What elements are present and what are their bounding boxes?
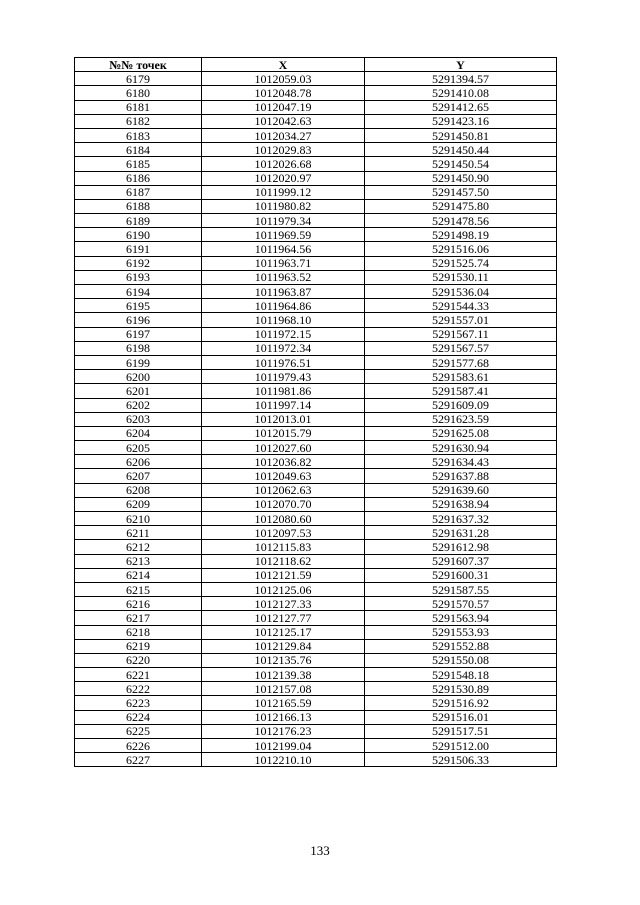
cell-point-number: 6209 bbox=[75, 497, 202, 511]
table-row bbox=[75, 483, 557, 497]
cell-point-number: 6201 bbox=[75, 384, 202, 398]
table-row bbox=[75, 625, 557, 639]
cell-point-number: 6189 bbox=[75, 214, 202, 228]
table-row bbox=[75, 114, 557, 128]
cell-y: 5291457.50 bbox=[365, 185, 557, 199]
cell-point-number: 6194 bbox=[75, 285, 202, 299]
header-row bbox=[75, 58, 557, 72]
table-row bbox=[75, 526, 557, 540]
cell-y: 5291637.32 bbox=[365, 512, 557, 526]
page-number: 133 bbox=[310, 843, 330, 858]
cell-y: 5291412.65 bbox=[365, 100, 557, 114]
cell-point-number: 6181 bbox=[75, 100, 202, 114]
cell-y: 5291570.57 bbox=[365, 597, 557, 611]
cell-x: 1012210.10 bbox=[202, 753, 365, 767]
header-x: X bbox=[202, 58, 365, 72]
cell-x: 1012129.84 bbox=[202, 639, 365, 653]
table-row bbox=[75, 100, 557, 114]
cell-y: 5291630.94 bbox=[365, 441, 557, 455]
table-row bbox=[75, 157, 557, 171]
table-header bbox=[75, 58, 557, 72]
cell-point-number: 6216 bbox=[75, 597, 202, 611]
cell-y: 5291587.55 bbox=[365, 582, 557, 596]
table-row bbox=[75, 256, 557, 270]
cell-x: 1011964.86 bbox=[202, 299, 365, 313]
cell-y: 5291567.11 bbox=[365, 327, 557, 341]
cell-x: 1012070.70 bbox=[202, 497, 365, 511]
cell-point-number: 6183 bbox=[75, 128, 202, 142]
table-row bbox=[75, 171, 557, 185]
table-row bbox=[75, 568, 557, 582]
cell-point-number: 6190 bbox=[75, 228, 202, 242]
cell-x: 1012127.33 bbox=[202, 597, 365, 611]
cell-x: 1011969.59 bbox=[202, 228, 365, 242]
cell-y: 5291516.06 bbox=[365, 242, 557, 256]
cell-x: 1012027.60 bbox=[202, 441, 365, 455]
cell-point-number: 6215 bbox=[75, 582, 202, 596]
cell-point-number: 6186 bbox=[75, 171, 202, 185]
cell-y: 5291583.61 bbox=[365, 370, 557, 384]
cell-y: 5291516.01 bbox=[365, 710, 557, 724]
cell-point-number: 6185 bbox=[75, 157, 202, 171]
table-row bbox=[75, 441, 557, 455]
cell-point-number: 6192 bbox=[75, 256, 202, 270]
table-row bbox=[75, 199, 557, 213]
table-row bbox=[75, 72, 557, 86]
cell-point-number: 6199 bbox=[75, 355, 202, 369]
cell-point-number: 6212 bbox=[75, 540, 202, 554]
cell-point-number: 6202 bbox=[75, 398, 202, 412]
table-row bbox=[75, 724, 557, 738]
cell-x: 1011980.82 bbox=[202, 199, 365, 213]
table-row bbox=[75, 143, 557, 157]
table-row bbox=[75, 696, 557, 710]
cell-y: 5291498.19 bbox=[365, 228, 557, 242]
cell-y: 5291548.18 bbox=[365, 668, 557, 682]
cell-x: 1011979.43 bbox=[202, 370, 365, 384]
cell-y: 5291410.08 bbox=[365, 86, 557, 100]
cell-x: 1012036.82 bbox=[202, 455, 365, 469]
cell-y: 5291530.89 bbox=[365, 682, 557, 696]
table-row bbox=[75, 455, 557, 469]
cell-point-number: 6207 bbox=[75, 469, 202, 483]
cell-x: 1011972.15 bbox=[202, 327, 365, 341]
cell-x: 1011963.71 bbox=[202, 256, 365, 270]
cell-y: 5291609.09 bbox=[365, 398, 557, 412]
table-row bbox=[75, 128, 557, 142]
coordinates-table bbox=[74, 57, 557, 767]
table-row bbox=[75, 341, 557, 355]
cell-x: 1011979.34 bbox=[202, 214, 365, 228]
table-row bbox=[75, 185, 557, 199]
cell-y: 5291450.81 bbox=[365, 128, 557, 142]
cell-x: 1012047.19 bbox=[202, 100, 365, 114]
cell-x: 1012048.78 bbox=[202, 86, 365, 100]
cell-x: 1012080.60 bbox=[202, 512, 365, 526]
cell-y: 5291536.04 bbox=[365, 285, 557, 299]
cell-y: 5291530.11 bbox=[365, 270, 557, 284]
cell-point-number: 6214 bbox=[75, 568, 202, 582]
cell-point-number: 6187 bbox=[75, 185, 202, 199]
cell-x: 1012115.83 bbox=[202, 540, 365, 554]
cell-x: 1012127.77 bbox=[202, 611, 365, 625]
cell-y: 5291512.00 bbox=[365, 739, 557, 753]
cell-y: 5291550.08 bbox=[365, 653, 557, 667]
cell-x: 1012199.04 bbox=[202, 739, 365, 753]
cell-point-number: 6224 bbox=[75, 710, 202, 724]
cell-x: 1011964.56 bbox=[202, 242, 365, 256]
cell-point-number: 6210 bbox=[75, 512, 202, 526]
cell-x: 1011999.12 bbox=[202, 185, 365, 199]
table-row bbox=[75, 285, 557, 299]
cell-point-number: 6227 bbox=[75, 753, 202, 767]
cell-x: 1012020.97 bbox=[202, 171, 365, 185]
cell-x: 1011968.10 bbox=[202, 313, 365, 327]
cell-y: 5291563.94 bbox=[365, 611, 557, 625]
cell-point-number: 6219 bbox=[75, 639, 202, 653]
table-row bbox=[75, 710, 557, 724]
cell-point-number: 6193 bbox=[75, 270, 202, 284]
cell-y: 5291623.59 bbox=[365, 412, 557, 426]
table-row bbox=[75, 753, 557, 767]
cell-y: 5291506.33 bbox=[365, 753, 557, 767]
cell-point-number: 6188 bbox=[75, 199, 202, 213]
cell-y: 5291634.43 bbox=[365, 455, 557, 469]
cell-x: 1011972.34 bbox=[202, 341, 365, 355]
cell-y: 5291450.54 bbox=[365, 157, 557, 171]
cell-point-number: 6203 bbox=[75, 412, 202, 426]
table-row bbox=[75, 86, 557, 100]
cell-x: 1012165.59 bbox=[202, 696, 365, 710]
cell-y: 5291631.28 bbox=[365, 526, 557, 540]
table-row bbox=[75, 398, 557, 412]
cell-point-number: 6223 bbox=[75, 696, 202, 710]
cell-y: 5291557.01 bbox=[365, 313, 557, 327]
table-row bbox=[75, 554, 557, 568]
cell-x: 1012026.68 bbox=[202, 157, 365, 171]
cell-point-number: 6204 bbox=[75, 426, 202, 440]
cell-point-number: 6222 bbox=[75, 682, 202, 696]
cell-point-number: 6200 bbox=[75, 370, 202, 384]
cell-y: 5291525.74 bbox=[365, 256, 557, 270]
cell-point-number: 6221 bbox=[75, 668, 202, 682]
table-row bbox=[75, 242, 557, 256]
cell-y: 5291607.37 bbox=[365, 554, 557, 568]
cell-point-number: 6195 bbox=[75, 299, 202, 313]
table-row bbox=[75, 412, 557, 426]
header-y: Y bbox=[365, 58, 557, 72]
cell-point-number: 6182 bbox=[75, 114, 202, 128]
cell-x: 1012042.63 bbox=[202, 114, 365, 128]
cell-y: 5291637.88 bbox=[365, 469, 557, 483]
cell-y: 5291552.88 bbox=[365, 639, 557, 653]
cell-y: 5291394.57 bbox=[365, 72, 557, 86]
cell-point-number: 6211 bbox=[75, 526, 202, 540]
cell-x: 1012121.59 bbox=[202, 568, 365, 582]
cell-x: 1012176.23 bbox=[202, 724, 365, 738]
cell-y: 5291516.92 bbox=[365, 696, 557, 710]
table-row bbox=[75, 228, 557, 242]
cell-y: 5291577.68 bbox=[365, 355, 557, 369]
cell-point-number: 6198 bbox=[75, 341, 202, 355]
cell-y: 5291638.94 bbox=[365, 497, 557, 511]
cell-point-number: 6205 bbox=[75, 441, 202, 455]
cell-y: 5291587.41 bbox=[365, 384, 557, 398]
cell-x: 1012166.13 bbox=[202, 710, 365, 724]
cell-point-number: 6180 bbox=[75, 86, 202, 100]
table-row bbox=[75, 512, 557, 526]
cell-point-number: 6213 bbox=[75, 554, 202, 568]
cell-y: 5291600.31 bbox=[365, 568, 557, 582]
cell-x: 1012118.62 bbox=[202, 554, 365, 568]
table-row bbox=[75, 639, 557, 653]
cell-y: 5291544.33 bbox=[365, 299, 557, 313]
cell-point-number: 6218 bbox=[75, 625, 202, 639]
cell-x: 1012062.63 bbox=[202, 483, 365, 497]
cell-x: 1012125.17 bbox=[202, 625, 365, 639]
cell-y: 5291517.51 bbox=[365, 724, 557, 738]
cell-y: 5291478.56 bbox=[365, 214, 557, 228]
table-row bbox=[75, 355, 557, 369]
table-row bbox=[75, 384, 557, 398]
cell-point-number: 6184 bbox=[75, 143, 202, 157]
table-row bbox=[75, 426, 557, 440]
cell-y: 5291450.90 bbox=[365, 171, 557, 185]
table-row bbox=[75, 469, 557, 483]
cell-x: 1011976.51 bbox=[202, 355, 365, 369]
cell-x: 1012125.06 bbox=[202, 582, 365, 596]
cell-y: 5291625.08 bbox=[365, 426, 557, 440]
cell-x: 1012097.53 bbox=[202, 526, 365, 540]
cell-x: 1012034.27 bbox=[202, 128, 365, 142]
cell-point-number: 6220 bbox=[75, 653, 202, 667]
cell-y: 5291553.93 bbox=[365, 625, 557, 639]
cell-point-number: 6217 bbox=[75, 611, 202, 625]
cell-point-number: 6179 bbox=[75, 72, 202, 86]
table-row bbox=[75, 611, 557, 625]
table-row bbox=[75, 370, 557, 384]
table-row bbox=[75, 653, 557, 667]
table-row bbox=[75, 739, 557, 753]
cell-y: 5291423.16 bbox=[365, 114, 557, 128]
table-row bbox=[75, 299, 557, 313]
cell-x: 1011981.86 bbox=[202, 384, 365, 398]
header-point-number: №№ точек bbox=[75, 58, 202, 72]
cell-x: 1012049.63 bbox=[202, 469, 365, 483]
cell-y: 5291612.98 bbox=[365, 540, 557, 554]
cell-point-number: 6191 bbox=[75, 242, 202, 256]
cell-y: 5291475.80 bbox=[365, 199, 557, 213]
table-row bbox=[75, 270, 557, 284]
cell-y: 5291450.44 bbox=[365, 143, 557, 157]
cell-point-number: 6197 bbox=[75, 327, 202, 341]
table-row bbox=[75, 582, 557, 596]
cell-x: 1011963.87 bbox=[202, 285, 365, 299]
table-row bbox=[75, 668, 557, 682]
cell-x: 1012157.08 bbox=[202, 682, 365, 696]
cell-point-number: 6226 bbox=[75, 739, 202, 753]
cell-x: 1012059.03 bbox=[202, 72, 365, 86]
cell-x: 1012029.83 bbox=[202, 143, 365, 157]
cell-point-number: 6196 bbox=[75, 313, 202, 327]
cell-x: 1011997.14 bbox=[202, 398, 365, 412]
cell-x: 1012015.79 bbox=[202, 426, 365, 440]
cell-x: 1012013.01 bbox=[202, 412, 365, 426]
table-row bbox=[75, 214, 557, 228]
cell-x: 1012139.38 bbox=[202, 668, 365, 682]
table-body bbox=[75, 72, 557, 767]
table-row bbox=[75, 327, 557, 341]
table-row bbox=[75, 597, 557, 611]
cell-y: 5291567.57 bbox=[365, 341, 557, 355]
cell-x: 1012135.76 bbox=[202, 653, 365, 667]
table-row bbox=[75, 313, 557, 327]
cell-point-number: 6206 bbox=[75, 455, 202, 469]
cell-x: 1011963.52 bbox=[202, 270, 365, 284]
cell-y: 5291639.60 bbox=[365, 483, 557, 497]
table-row bbox=[75, 540, 557, 554]
table-row bbox=[75, 497, 557, 511]
cell-point-number: 6225 bbox=[75, 724, 202, 738]
table-row bbox=[75, 682, 557, 696]
cell-point-number: 6208 bbox=[75, 483, 202, 497]
